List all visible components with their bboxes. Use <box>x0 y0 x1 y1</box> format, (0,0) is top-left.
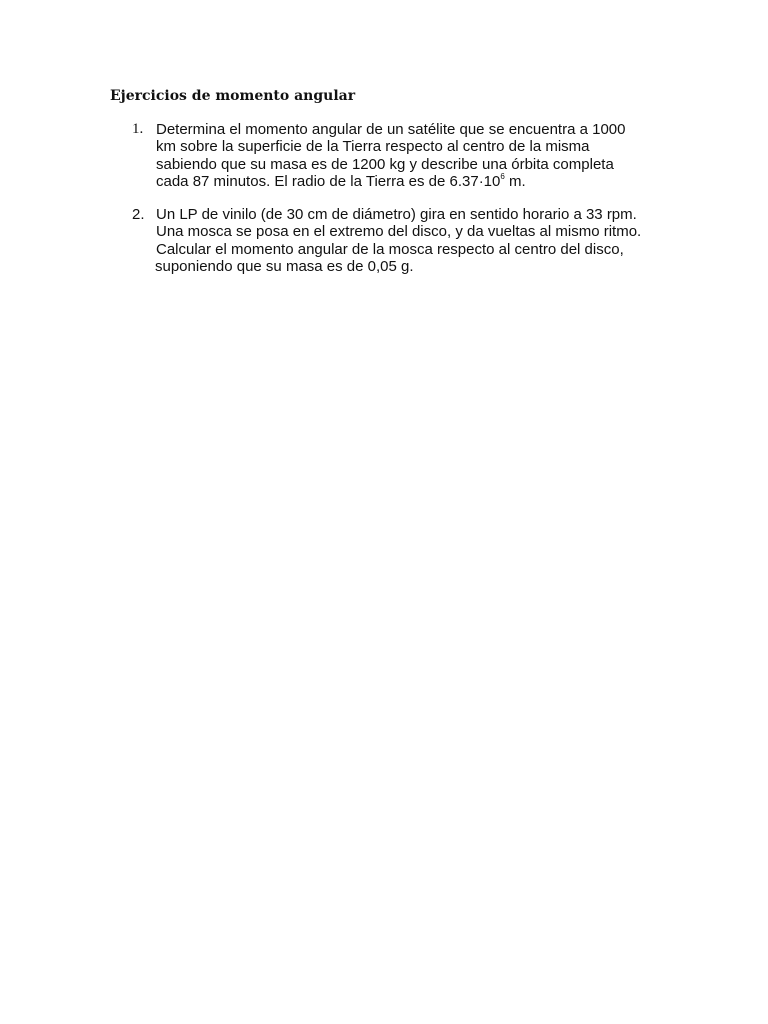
document-title: Ejercicios de momento angular <box>110 88 356 104</box>
exercise-text-line: Un LP de vinilo (de 30 cm de diámetro) gira en sentido horario a 33 rpm. <box>156 206 637 223</box>
exercise-item <box>132 206 676 276</box>
exercise-text-line: km sobre la superficie de la Tierra respecto al centro de la misma <box>156 138 590 156</box>
exercise-text-line <box>156 173 676 190</box>
exercise-text-line: Una mosca se posa en el extremo del disco, y da vueltas al mismo ritmo. <box>156 223 642 241</box>
exercise-text-line: sabiendo que su masa es de 1200 kg y describe una órbita completa <box>156 155 614 173</box>
exercise-text-segment: cada 87 minutos. El radio de la Tierra es de 6.37·10 <box>156 173 501 191</box>
exercise-text-segment: m. <box>504 173 526 191</box>
exercise-text-line: suponiendo que su masa es de 0,05 g. <box>155 258 414 276</box>
exponent: 6 <box>500 172 505 182</box>
exercise-item <box>132 121 676 191</box>
exercise-number: 2. <box>132 206 145 223</box>
exercise-number: 1. <box>132 121 144 137</box>
exercise-text-line: Determina el momento angular de un satélite que se encuentra a 1000 <box>156 121 626 138</box>
exercise-text-line: Calcular el momento angular de la mosca respecto al centro del disco, <box>156 240 624 258</box>
